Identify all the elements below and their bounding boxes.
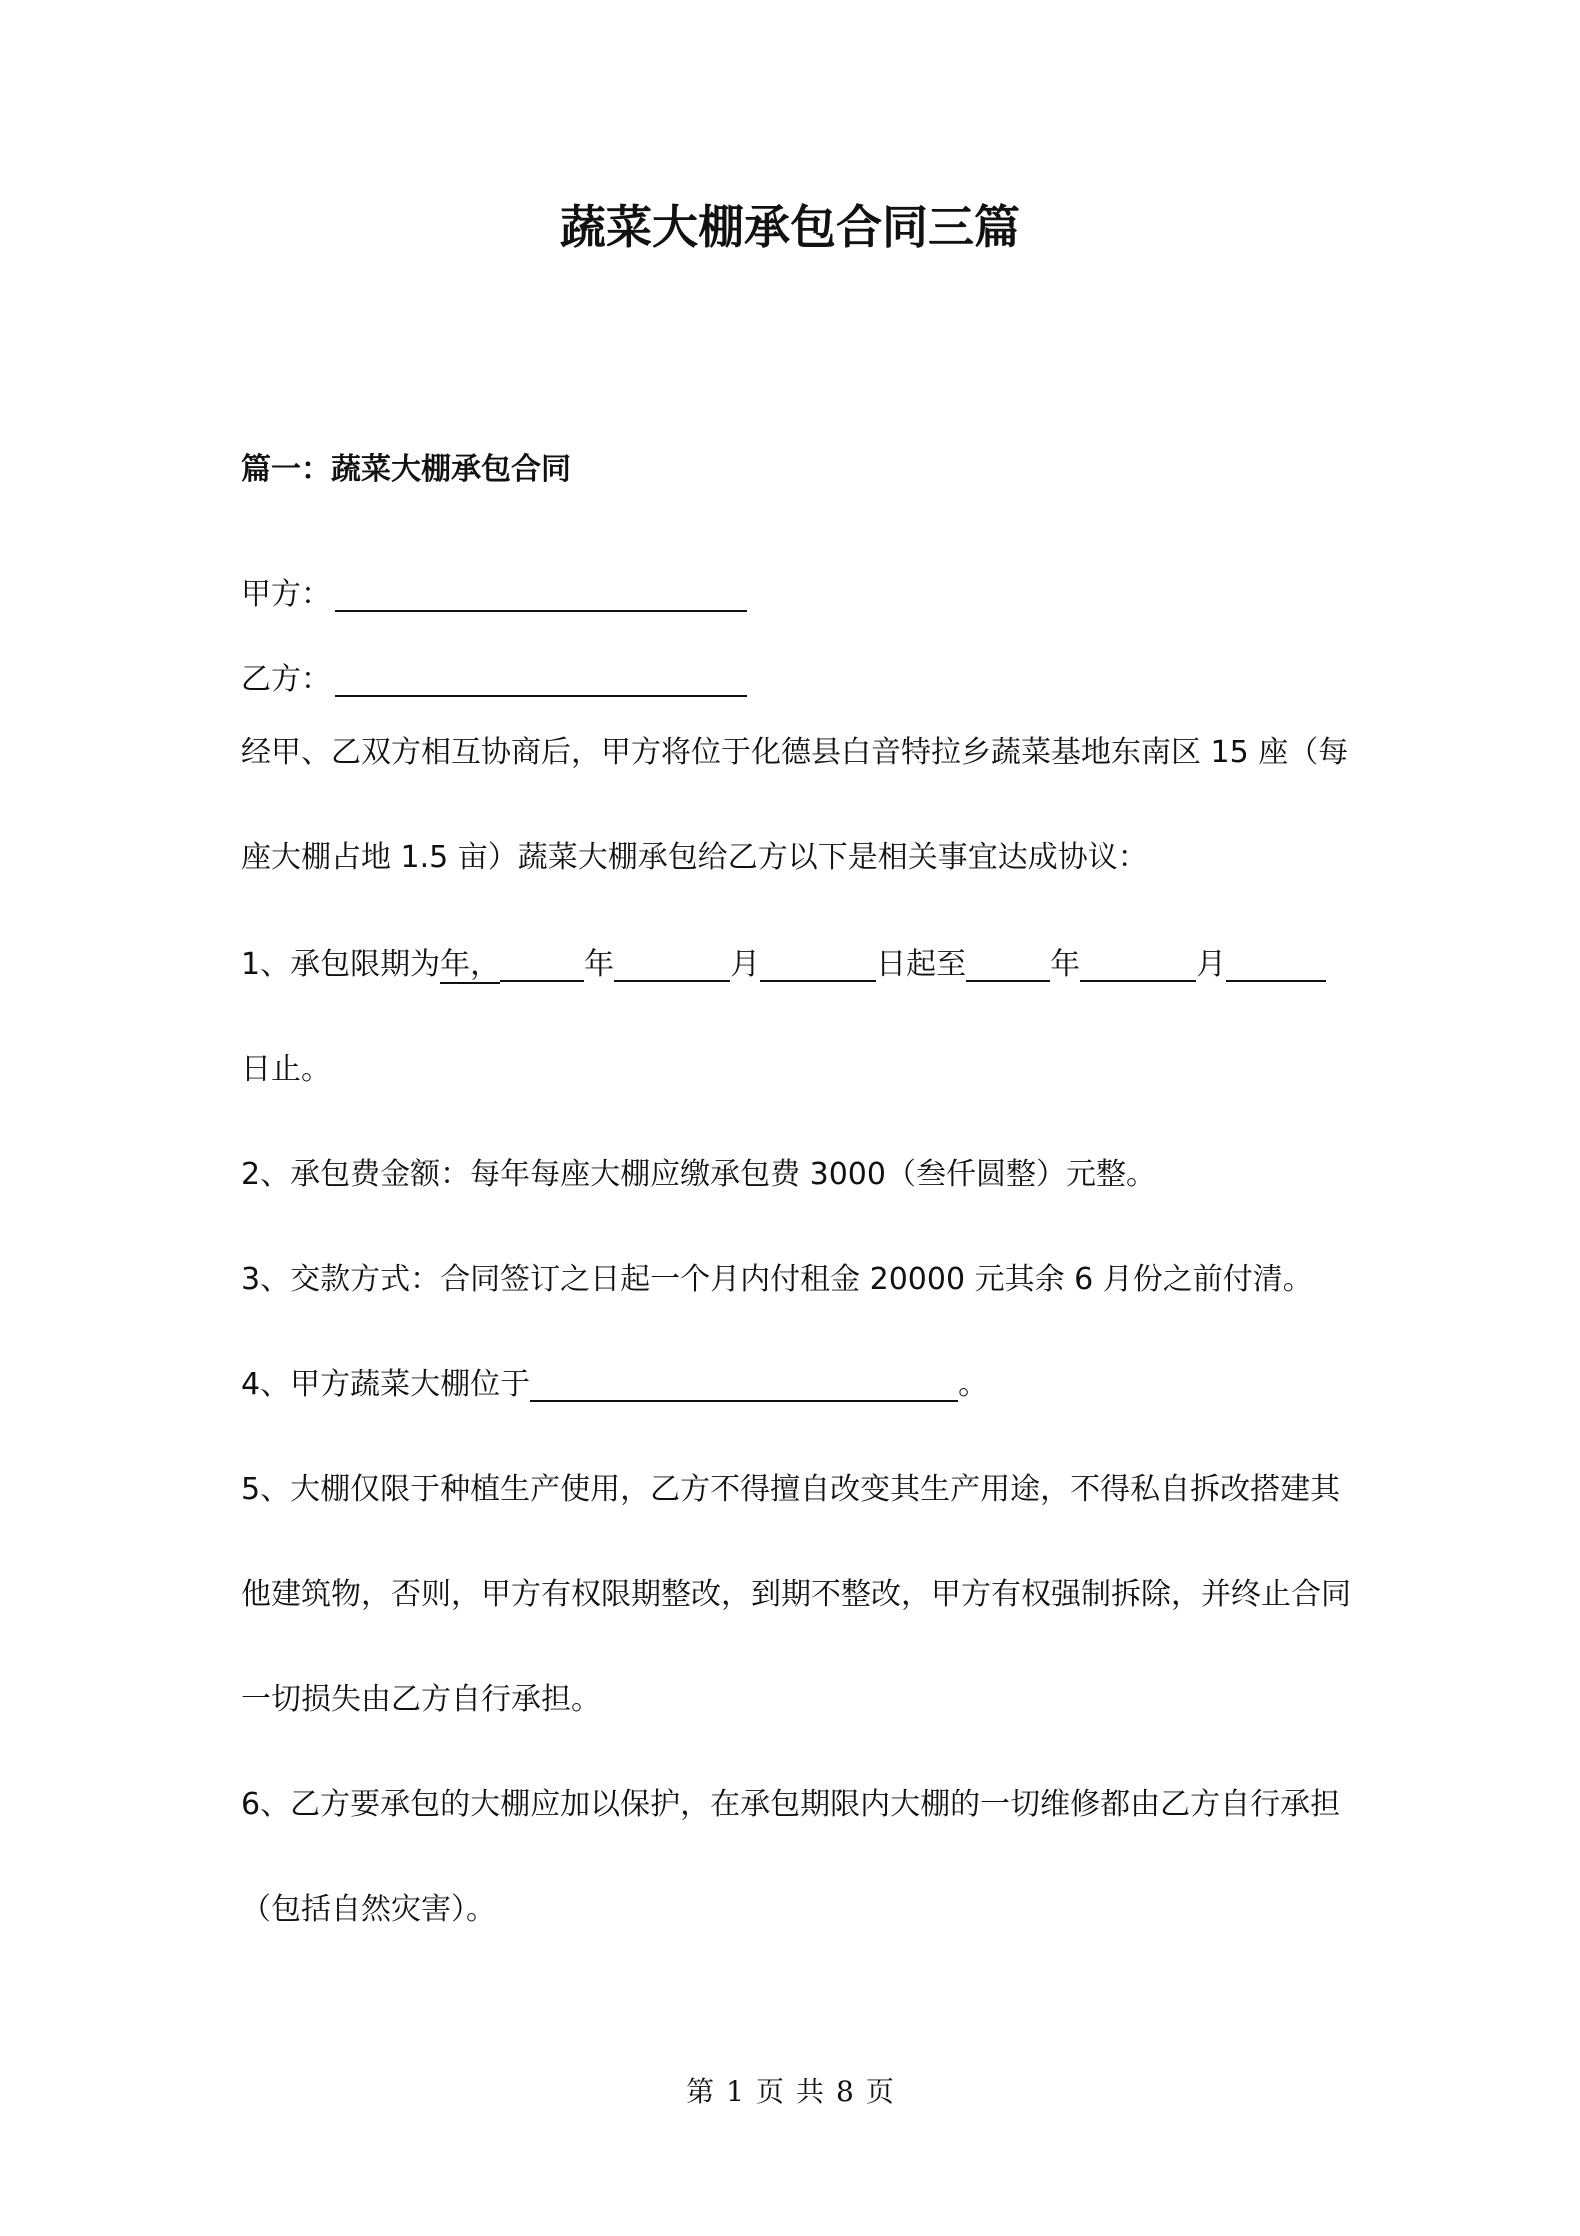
start-month-blank xyxy=(614,942,730,982)
end-day-blank xyxy=(1226,942,1326,982)
location-blank xyxy=(530,1362,958,1402)
start-day-blank xyxy=(760,942,876,982)
clause-1-line-2: 日止。 xyxy=(241,1052,331,1087)
start-month-unit: 月 xyxy=(730,947,761,982)
clause-5-line-2: 他建筑物，否则，甲方有权限期整改，到期不整改，甲方有权强制拆除，并终止合同 xyxy=(241,1577,1351,1612)
page-footer xyxy=(0,2070,1580,2114)
footer-page-number: 1 xyxy=(726,2075,744,2108)
end-year-unit: 年 xyxy=(1050,947,1081,982)
clause-6-line-1: 6、乙方要承包的大棚应加以保护，在承包期限内大棚的一切维修都由乙方自行承担 xyxy=(241,1787,1341,1822)
clause-5-line-1: 5、大棚仅限于种植生产使用，乙方不得擅自改变其生产用途，不得私自拆改搭建其 xyxy=(241,1472,1341,1507)
footer-di: 第 xyxy=(686,2075,715,2108)
clause-1-years: 年， xyxy=(440,947,501,982)
footer-ye-2: 页 xyxy=(865,2075,894,2108)
party-a-label: 甲方： xyxy=(241,577,331,612)
clause-4-suffix: 。 xyxy=(958,1367,989,1402)
clause-4 xyxy=(241,1360,988,1410)
end-month-blank xyxy=(1080,942,1196,982)
clause-6-line-2: （包括自然灾害）。 xyxy=(241,1892,496,1927)
party-b-blank xyxy=(335,657,747,697)
section-heading: 篇一：蔬菜大棚承包合同 xyxy=(241,452,571,487)
start-year-blank xyxy=(500,942,584,982)
party-a-blank xyxy=(335,572,747,612)
party-a-line xyxy=(241,570,747,620)
end-year-blank xyxy=(966,942,1050,982)
clause-4-prefix: 4、甲方蔬菜大棚位于 xyxy=(241,1367,531,1402)
clause-2: 2、承包费金额：每年每座大棚应缴承包费 3000（叁仟圆整）元整。 xyxy=(241,1157,1156,1192)
footer-ye: 页 xyxy=(755,2075,784,2108)
end-month-unit: 月 xyxy=(1196,947,1227,982)
intro-line-1: 经甲、乙双方相互协商后，甲方将位于化德县白音特拉乡蔬菜基地东南区 15 座（每 xyxy=(241,735,1349,770)
start-year-unit: 年 xyxy=(584,947,615,982)
clause-5-line-3: 一切损失由乙方自行承担。 xyxy=(241,1682,601,1717)
footer-total-pages: 8 xyxy=(836,2075,854,2108)
footer-gong: 共 xyxy=(796,2075,825,2108)
intro-line-2: 座大棚占地 1.5 亩）蔬菜大棚承包给乙方以下是相关事宜达成协议： xyxy=(241,840,1148,875)
document-title: 蔬菜大棚承包合同三篇 xyxy=(560,200,1020,254)
clause-3: 3、交款方式：合同签订之日起一个月内付租金 20000 元其余 6 月份之前付清。 xyxy=(241,1262,1313,1297)
party-b-line xyxy=(241,655,747,705)
clause-1-prefix: 1、承包限期为 xyxy=(241,947,441,982)
clause-1-line-1 xyxy=(241,940,1326,990)
start-day-to-label: 日起至 xyxy=(876,947,967,982)
party-b-label: 乙方： xyxy=(241,662,331,697)
